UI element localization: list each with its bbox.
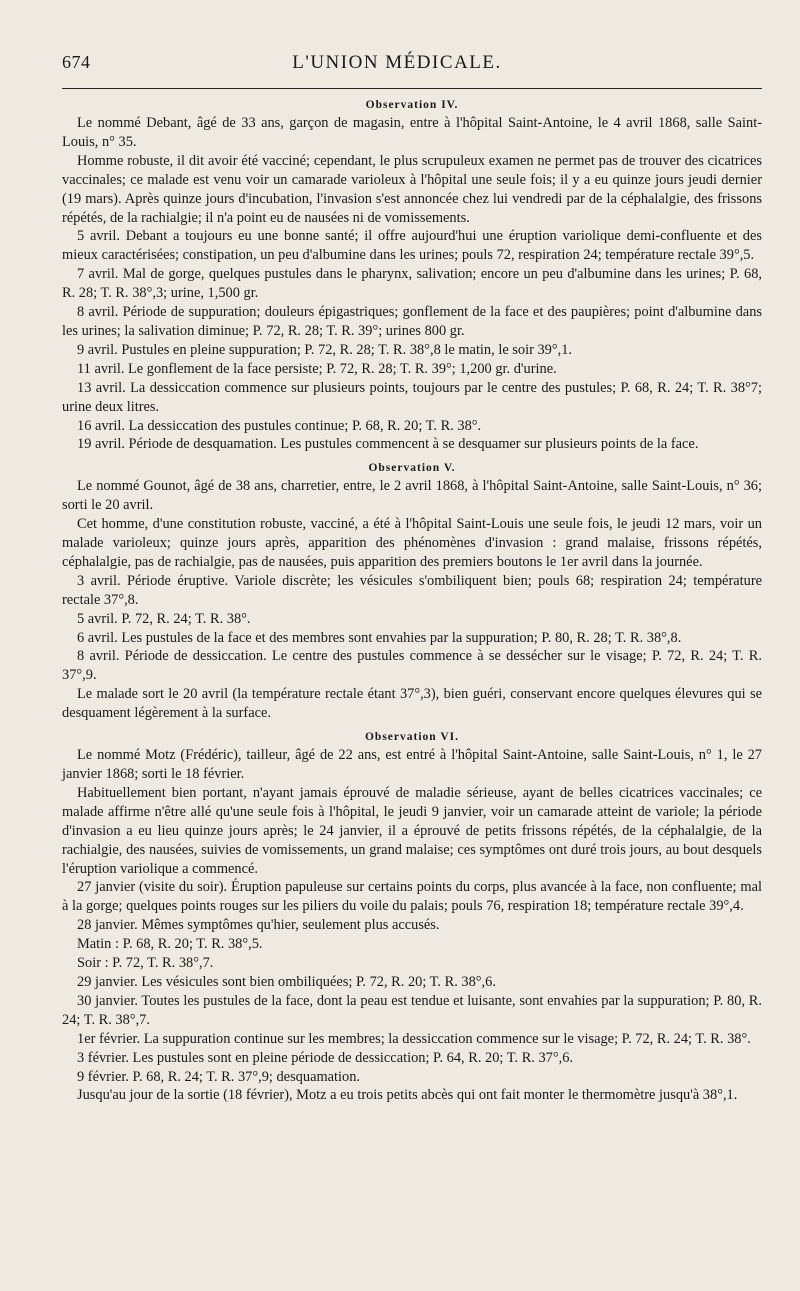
paragraph: 5 avril. Debant a toujours eu une bonne santé; il offre aujourd'hui une éruption variolique demi-confluente et des mieux caractérisées; constipation, un peu d'albumine dans les urines; pouls 72, respiration 24; température rectale 39°,5. xyxy=(62,228,762,264)
paragraph: 9 avril. Pustules en pleine suppuration; P. 72, R. 28; T. R. 38°,8 le matin, le soir 39°,1. xyxy=(77,341,573,358)
paragraph: 8 avril. Période de dessiccation. Le centre des pustules commence à se dessécher sur le visage; P. 72, R. 24; T. R. 37°,9. xyxy=(62,648,762,684)
paragraph: 28 janvier. Mêmes symptômes qu'hier, seulement plus accusés. xyxy=(77,917,440,934)
page-number: 674 xyxy=(62,52,91,72)
page-header xyxy=(62,52,762,82)
paragraph: 6 avril. Les pustules de la face et des membres sont envahies par la suppuration; P. 80, R. 28; T. R. 38°,8. xyxy=(77,629,682,646)
paragraph: Homme robuste, il dit avoir été vacciné; cependant, le plus scrupuleux examen ne permet pas de trouver des cicatrices vaccinales; ce malade est venu voir un camarade varioleux à l'hôpital une seule fois; il y a eu quinze jours jeudi dernier (19 mars). Après quinze jours d'incubation, l'invasion s'est annoncée chez lui vendredi par de la céphalalgie, des frissons répétés, de la rachialgie; il n'a point eu de nausées ni de vomissements. xyxy=(62,152,762,226)
paragraph: 16 avril. La dessiccation des pustules continue; P. 68, R. 20; T. R. 38°. xyxy=(77,417,482,434)
paragraph: 1er février. La suppuration continue sur les membres; la dessiccation commence sur le visage; P. 72, R. 24; T. R. 38°. xyxy=(77,1030,751,1047)
observation-5-body xyxy=(62,477,762,723)
paragraph: Le malade sort le 20 avril (la température rectale étant 37°,3), bien guéri, conservant encore quelques élevures qui se desquament légèrement à la surface. xyxy=(62,686,762,722)
observation-6-title: Observation VI. xyxy=(364,731,460,744)
observation-5-title: Observation V. xyxy=(368,462,456,475)
paragraph: 29 janvier. Les vésicules sont bien ombiliquées; P. 72, R. 20; T. R. 38°,6. xyxy=(77,973,496,990)
observation-4-body xyxy=(62,114,762,454)
paragraph: 3 février. Les pustules sont en pleine période de dessiccation; P. 64, R. 20; T. R. 37°,6. xyxy=(77,1049,574,1066)
paragraph: Le nommé Gounot, âgé de 38 ans, charretier, entre, le 2 avril 1868, à l'hôpital Saint-Antoine, salle Saint-Louis, n° 36; sorti le 20 avril. xyxy=(62,478,762,514)
paragraph: 8 avril. Période de suppuration; douleurs épigastriques; gonflement de la face et des paupières; point d'albumine dans les urines; la salivation diminue; P. 72, R. 28; T. R. 39°; urines 800 gr. xyxy=(62,304,762,339)
observation-6-body xyxy=(62,746,762,1105)
paragraph: 7 avril. Mal de gorge, quelques pustules dans le pharynx, salivation; encore un peu d'albumine dans les urines; P. 68, R. 28; T. R. 38°,3; urine, 1,500 gr. xyxy=(62,266,762,302)
paragraph: Soir : P. 72, T. R. 38°,7. xyxy=(77,955,214,972)
paragraph: Habituellement bien portant, n'ayant jamais éprouvé de maladie sérieuse, ayant de belles cicatrices vaccinales; ce malade affirme n'être allé qu'une seule fois à l'hôpital, le jeudi 9 janvier, voir un camarade atteint de variole; la période d'invasion a eu lieu quinze jours après; le 24 janvier, il a éprouvé de petits frissons répétés, de la céphalalgie, de la rachialgie, des nausées, suivies de vomissements, un grand malaise; ces symptômes ont duré trois jours, au bout desquels l'éruption variolique a commencé. xyxy=(62,784,762,877)
paragraph: 13 avril. La dessiccation commence sur plusieurs points, toujours par le centre des pustules; P. 68, R. 24; T. R. 38°7; urine deux litres. xyxy=(62,379,762,415)
running-title: L'UNION MÉDICALE. xyxy=(292,52,502,73)
paragraph: 11 avril. Le gonflement de la face persiste; P. 72, R. 28; T. R. 39°; 1,200 gr. d'urine. xyxy=(77,360,557,377)
paragraph: 3 avril. Période éruptive. Variole discrète; les vésicules s'ombiliquent bien; pouls 68; respiration 24; température rectale 37°,8. xyxy=(62,572,762,608)
paragraph: Jusqu'au jour de la sortie (18 février), Motz a eu trois petits abcès qui ont fait monter le thermomètre jusqu'à 38°,1. xyxy=(77,1087,738,1104)
paragraph: 19 avril. Période de desquamation. Les pustules commencent à se desquamer sur plusieurs points de la face. xyxy=(77,436,699,453)
observation-4-title: Observation IV. xyxy=(365,99,459,111)
header-rule xyxy=(62,88,762,89)
paragraph: Le nommé Debant, âgé de 33 ans, garçon de magasin, entre à l'hôpital Saint-Antoine, le 4 avril 1868, salle Saint-Louis, n° 35. xyxy=(62,115,762,150)
paragraph: Cet homme, d'une constitution robuste, vacciné, a été à l'hôpital Saint-Louis une seule fois, le jeudi 12 mars, voir un malade varioleux; quinze jours après, apparition des phénomènes d'invasion : grand malaise, frissons répétés, céphalalgie, pas de rachialgie, pas de nausées, puis apparition des premiers boutons le 1er avril dans la journée. xyxy=(62,516,762,570)
paragraph: Le nommé Motz (Frédéric), tailleur, âgé de 22 ans, est entré à l'hôpital Saint-Antoine, salle Saint-Louis, n° 1, le 27 janvier 1868; sorti le 18 février. xyxy=(62,747,762,782)
paragraph: 27 janvier (visite du soir). Éruption papuleuse sur certains points du corps, plus avancée à la face, non confluente; mal à la gorge; quelques points rouges sur les piliers du voile du palais; pouls 76, respiration 18; température rectale 39°,4. xyxy=(62,879,762,915)
paragraph: 30 janvier. Toutes les pustules de la face, dont la peau est tendue et luisante, sont envahies par la suppuration; P. 80, R. 24; T. R. 38°,7. xyxy=(62,992,762,1028)
paragraph: 5 avril. P. 72, R. 24; T. R. 38°. xyxy=(77,610,251,627)
paragraph: 9 février. P. 68, R. 24; T. R. 37°,9; desquamation. xyxy=(77,1068,361,1085)
paragraph: Matin : P. 68, R. 20; T. R. 38°,5. xyxy=(77,936,263,953)
